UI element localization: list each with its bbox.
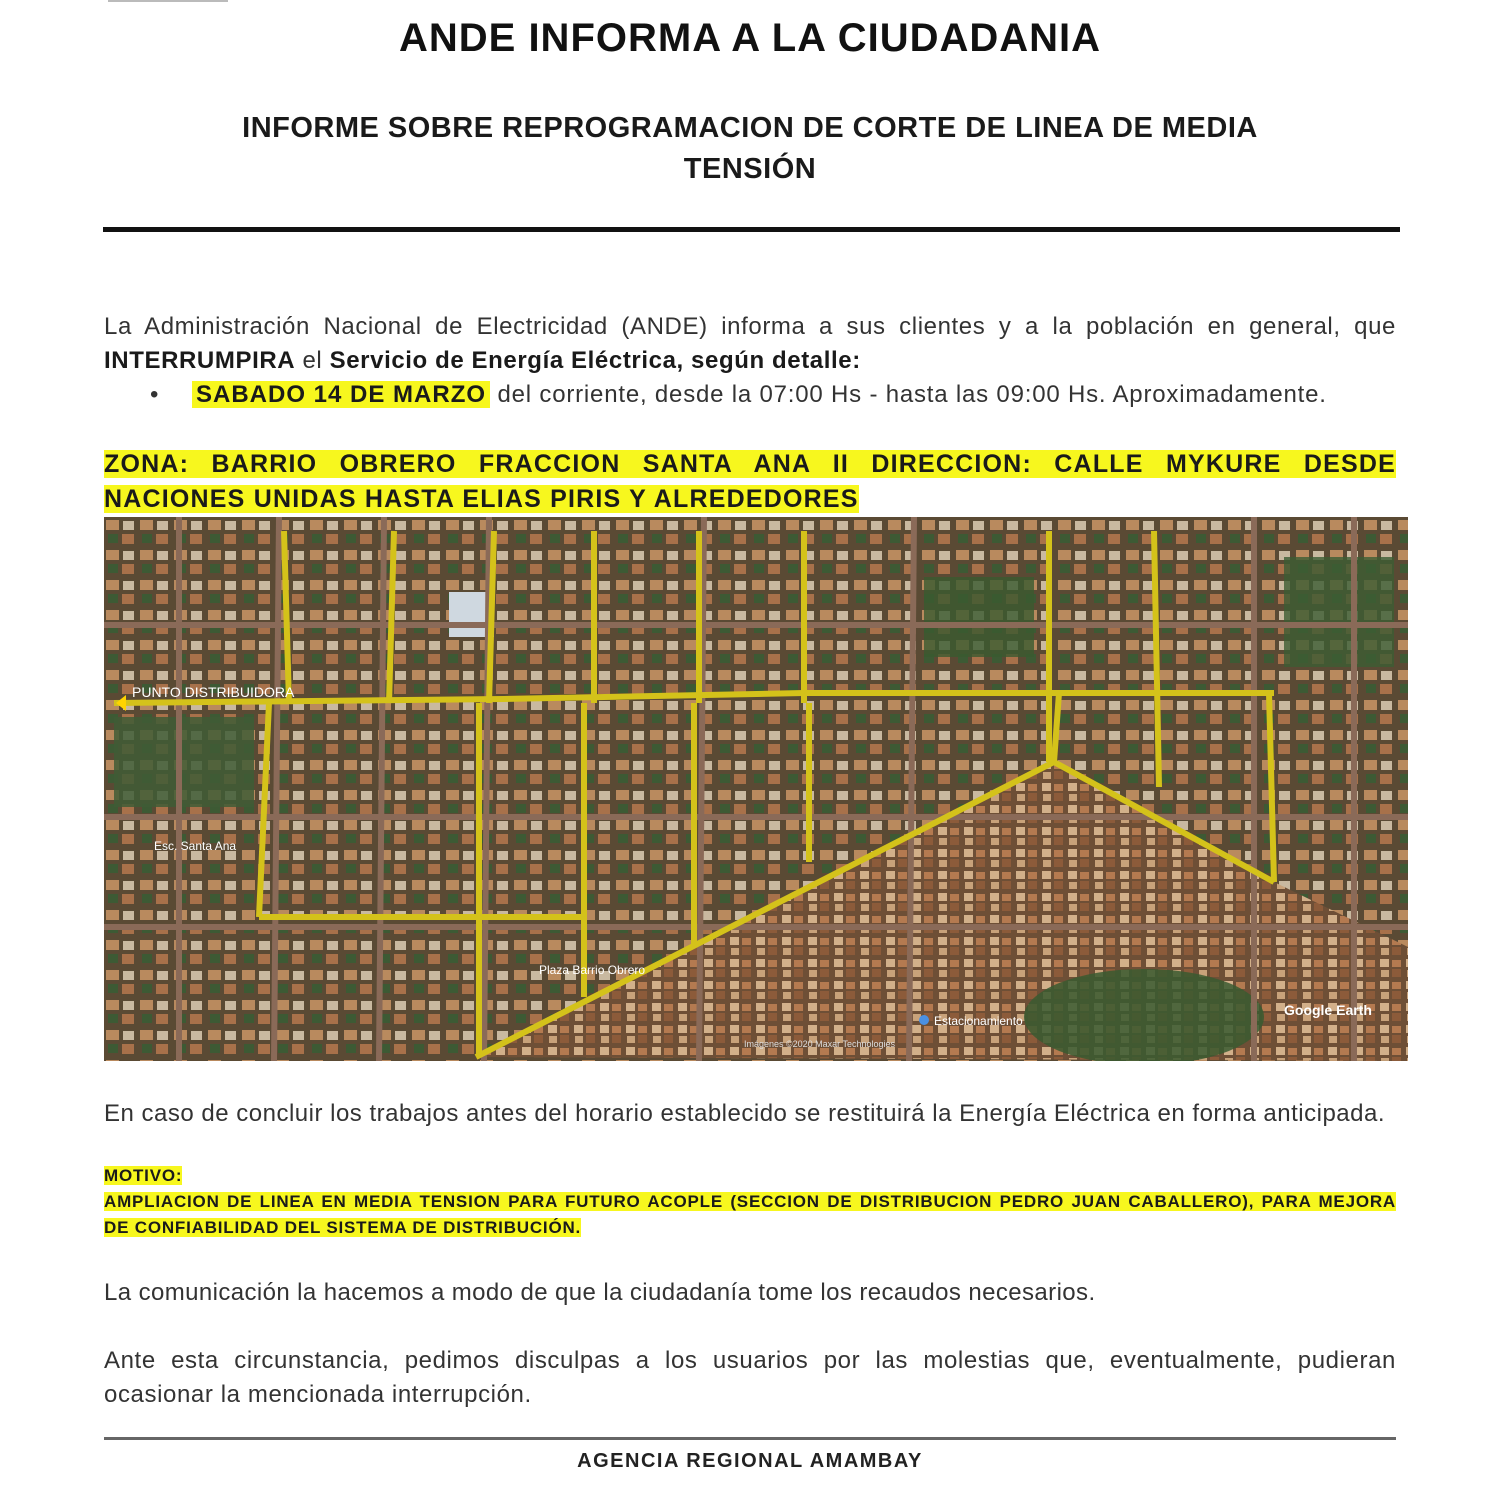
map-label-google: Google Earth [1284, 1002, 1372, 1018]
intro-paragraph [104, 310, 1396, 378]
intro-bold-servicio: Servicio de Energía Eléctrica, según detalle: [329, 347, 861, 374]
subtitle-line-1: INFORME SOBRE REPROGRAMACION DE CORTE DE LINEA DE MEDIA [242, 112, 1258, 144]
footer-divider [104, 1437, 1396, 1440]
map-label-station: Estacionamiento [934, 1014, 1023, 1028]
bullet-dot: • [150, 381, 159, 408]
map-graphic [104, 517, 1408, 1061]
motivo-block [104, 1163, 1396, 1241]
zona-highlight: ZONA: BARRIO OBRERO FRACCION SANTA ANA II DIRECCION: CALLE MYKURE DESDE NACIONES UNIDAS HASTA ELIAS PIRIS Y ALREDEDORES [104, 450, 1396, 513]
page-subtitle [150, 108, 1350, 190]
intro-text-mid: el [295, 347, 330, 374]
intro-bold-interrumpira: INTERRUMPIRA [104, 347, 296, 374]
footer-agency: AGENCIA REGIONAL AMAMBAY [577, 1450, 923, 1472]
motivo-label: MOTIVO: [104, 1166, 183, 1185]
page-title: ANDE INFORMA A LA CIUDADANIA [398, 16, 1102, 60]
satellite-map [104, 517, 1408, 1061]
top-divider-fragment [108, 0, 228, 2]
schedule-text [192, 378, 1396, 412]
zona-text [104, 447, 1396, 517]
closing-paragraph: En caso de concluir los trabajos antes del horario establecido se restituirá la Energía Eléctrica en forma anticipada. [104, 1100, 1385, 1127]
schedule-time: del corriente, desde la 07:00 Hs - hasta las 09:00 Hs. Aproximadamente. [490, 381, 1327, 408]
header-divider [103, 227, 1400, 232]
comunicacion-paragraph: La comunicación la hacemos a modo de que la ciudadanía tome los recaudos necesarios. [104, 1279, 1096, 1306]
intro-text-start: La Administración Nacional de Electricidad (ANDE) informa a sus clientes y a la población en general, que [104, 313, 1396, 340]
motivo-text: AMPLIACION DE LINEA EN MEDIA TENSION PARA FUTURO ACOPLE (SECCION DE DISTRIBUCION PEDRO JUAN CABALLERO), PARA MEJORA DE CONFIABILIDAD DEL SISTEMA DE DISTRIBUCIÓN. [104, 1192, 1396, 1237]
map-label-park: Plaza Barrio Obrero [539, 963, 646, 977]
map-label-school: Esc. Santa Ana [154, 839, 237, 853]
map-label-main: PUNTO DISTRIBUIDORA [132, 684, 295, 700]
map-imagery-caption: Imágenes ©2020 Maxar Technologies [744, 1039, 896, 1049]
disculpas-paragraph: Ante esta circunstancia, pedimos disculpas a los usuarios por las molestias que, eventualmente, pudieran ocasionar la mencionada interrupción. [104, 1347, 1396, 1408]
schedule-date: SABADO 14 DE MARZO [192, 381, 490, 408]
subtitle-line-2: TENSIÓN [683, 153, 817, 185]
schedule-bullet [104, 378, 1396, 412]
